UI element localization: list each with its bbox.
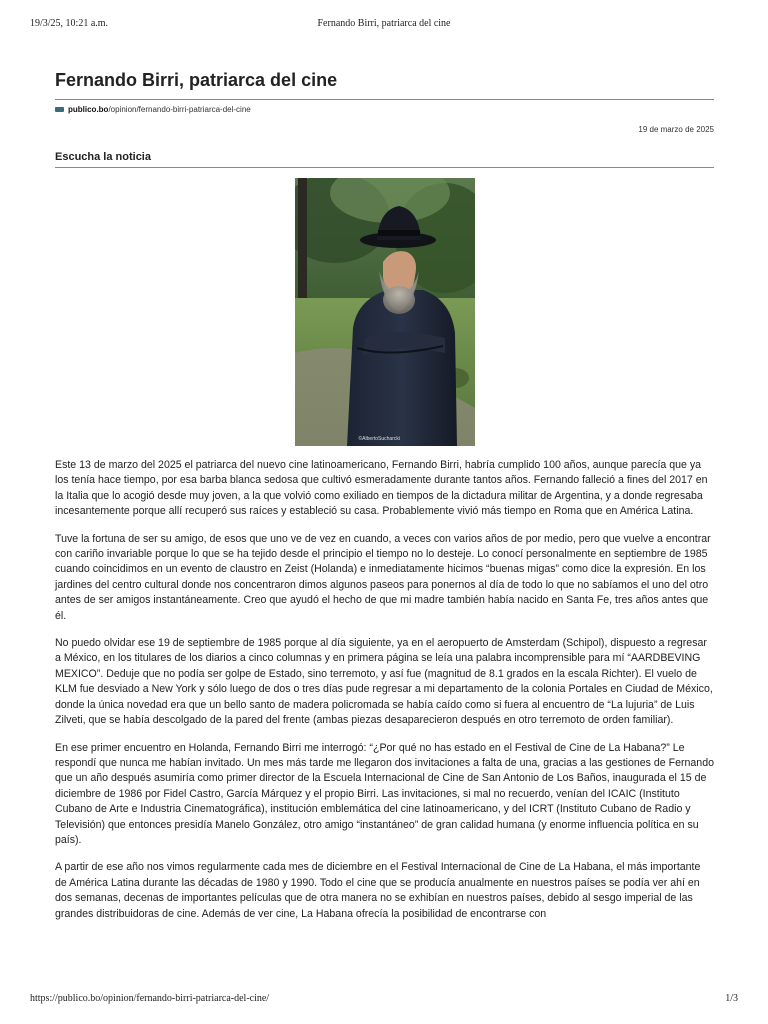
source-link[interactable] [55, 104, 714, 114]
print-footer [30, 993, 738, 1007]
article-headline: Fernando Birri, patriarca del cine [55, 70, 714, 100]
article-paragraph: No puedo olvidar ese 19 de septiembre de 1985 porque al día siguiente, ya en el aeropuerto de Amsterdam (Schipol), dispuesto a regresar a México, en los titulares de los diarios a cinco columnas y en primera página se leía una palabra incomprensible para mí “AARDBEVING MEXICO”. Deduje que no podía ser golpe de Estado, sino terremoto, y así fue (magnitud de 8.1 grados en la escala Richter). El vuelo de KLM fue desviado a New York y sólo luego de dos o tres días pude regresar a mi departamento de la colonia Portales en Ciudad de México, donde la única novedad era que un bello santo de madera policromada se había caído como si fuera al encuentro de “La lujuria” de Luis Zilveti, que se había descolgado de la pared del frente (ambas piezas desaparecieron después en otro terremoto de orden familiar). [55, 637, 713, 727]
article-photo [295, 178, 475, 446]
article-paragraph: Tuve la fortuna de ser su amigo, de esos que uno ve de vez en cuando, a veces con varios años de por medio, pero que vuelve a encontrar con cariño invariable porque lo que se ha tejido desde el principio el tiempo no lo desteje. Lo conocí personalmente en septiembre de 1985 cuando coincidimos en un evento de claustro en Zeist (Holanda) e inmediatamente hicimos “buenas migas” como dice la expresión. En los jardines del centro cultural donde nos concentraron dimos algunos paseos para ponernos al día de todo lo que no sabíamos el uno del otro antes de ser amigos instantáneamente. Creo que ayudó el hecho de que mi madre también había nacido en Santa Fe, tres años antes que él. [55, 532, 711, 622]
photo-credit: ©AlbertoSucharcki [358, 436, 400, 442]
portrait-photo-illustration [295, 178, 475, 446]
article-paragraph: En ese primer encuentro en Holanda, Fernando Birri me interrogó: “¿Por qué no has estado en el Festival de Cine de La Habana?” Le respondí que nunca me habían invitado. Un mes más tarde me llegaron dos invitaciones a falta de una, gracias a las gestiones de Fernando que un año después asumiría como primer director de la Escuela Internacional de Cine de San Antonio de Los Baños, inaugurada el 15 de diciembre de 1986 por Fidel Castro, García Márquez y el propio Birri. Las invitaciones, si mal no recuerdo, venían del ICAIC (Instituto Cubano de Arte e Industria Cinematográfica), institución emblemática del cine latinoamericano, y del ICRT (Instituto Cubano de Radio y Televisión) que entonces presidía Manelo González, otro amigo “instantáneo” de gran calidad humana (y enorme influencia política en su país). [55, 741, 714, 846]
print-header [30, 18, 738, 32]
listen-to-article[interactable]: Escucha la noticia [55, 151, 714, 168]
source-path[interactable]: /opinion/fernando-birri-patriarca-del-cine [108, 104, 251, 114]
article [55, 70, 714, 934]
print-footer-url[interactable]: https://publico.bo/opinion/fernando-birri-patriarca-del-cine/ [30, 993, 270, 1004]
article-paragraph: A partir de ese año nos vimos regularmente cada mes de diciembre en el Festival Internacional de Cine de La Habana, el más importante de América Latina durante las décadas de 1980 y 1990. Todo el cine que se producía anualmente en nuestros países se podía ver ahí en dos semanas, decenas de importantes películas que de otra manera no se exhibían en nuestros países, debido al sesgo imperial de las grandes distribuidoras de cine. Además de ver cine, La Habana ofrecía la posibilidad de encontrarse con [55, 861, 701, 920]
print-page-title: Fernando Birri, patriarca del cine [317, 18, 451, 29]
source-domain[interactable]: publico.bo [68, 104, 109, 114]
publication-date: 19 de marzo de 2025 [638, 125, 714, 134]
page-number: 1/3 [725, 993, 738, 1004]
site-favicon-icon [55, 107, 64, 112]
print-datetime: 19/3/25, 10:21 a.m. [30, 18, 109, 29]
article-body [55, 458, 714, 922]
article-paragraph: Este 13 de marzo del 2025 el patriarca del nuevo cine latinoamericano, Fernando Birri, habría cumplido 100 años, aunque parecía que ya los tenía hace tiempo, por esa barba blanca sedosa que cultivó esmeradamente durante tantos años. Fernando falleció a fines del 2017 en la Italia que lo acogió desde muy joven, a la que volvió como exiliado en tiempos de la dictadura militar de Argentina, y a donde regresaba incesantemente porque allí recuperó sus raíces y estableció su casa. Probablemente vivió más tiempo en Roma que en América Latina. [55, 459, 708, 518]
